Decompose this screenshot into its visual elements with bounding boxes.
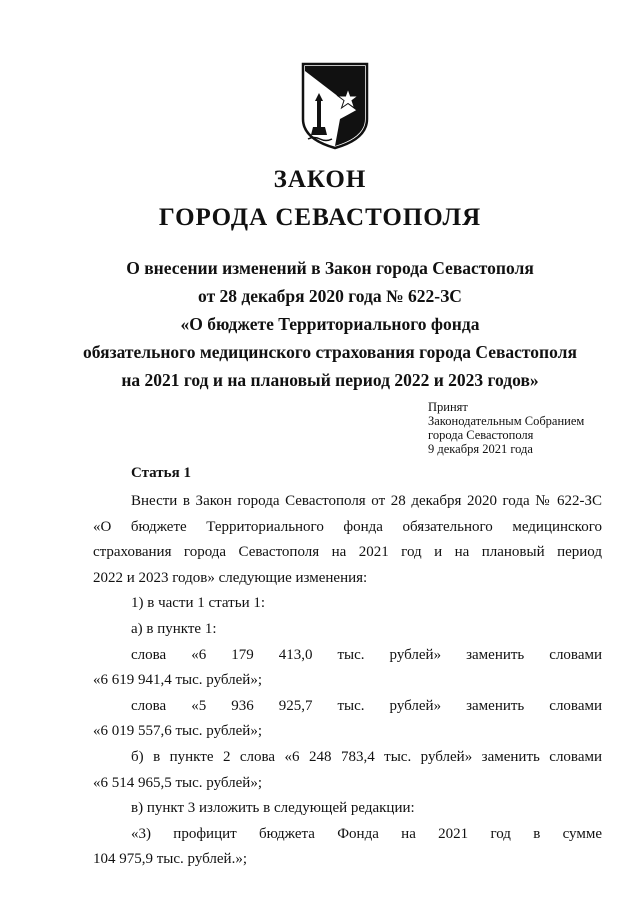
adoption-note (428, 400, 584, 456)
article-line: б) в пункте 2 слова «6 248 783,4 тыс. рублей» заменить словами (131, 748, 602, 765)
article-line: Внести в Закон города Севастополя от 28 декабря 2020 года № 622-ЗС (131, 493, 602, 509)
article-line: «О бюджете Территориального фонда обязательного медицинского (93, 518, 602, 535)
article-line: слова «6 179 413,0 тыс. рублей» заменить словами (131, 646, 602, 663)
article-line: «3) профицит бюджета Фонда на 2021 год в сумме (131, 825, 602, 842)
subtitle-line: на 2021 год и на плановый период 2022 и 2023 годов» (121, 370, 539, 390)
article-line: 104 975,9 тыс. рублей.»; (93, 851, 247, 868)
article-body (93, 489, 602, 873)
article-line: «6 619 941,4 тыс. рублей»; (93, 672, 262, 689)
article-line: «6 019 557,6 тыс. рублей»; (93, 723, 262, 740)
law-title: ЗАКОН (273, 166, 367, 193)
article-line: 2022 и 2023 годов» следующие изменения: (93, 569, 368, 586)
law-title-city: ГОРОДА СЕВАСТОПОЛЯ (158, 204, 482, 231)
law-subtitle (80, 254, 580, 394)
adoption-line: Принят (428, 400, 468, 414)
subtitle-line: от 28 декабря 2020 года № 622-ЗС (198, 286, 462, 306)
subtitle-line: О внесении изменений в Закон города Севастополя (126, 258, 534, 278)
adoption-line: города Севастополя (428, 428, 534, 442)
adoption-line: Законодательным Собранием (428, 414, 585, 428)
subtitle-line: «О бюджете Территориального фонда (180, 314, 480, 334)
article-line: в) пункт 3 изложить в следующей редакции: (131, 800, 415, 817)
article-line: 1) в части 1 статьи 1: (131, 595, 266, 612)
subtitle-line: обязательного медицинского страхования города Севастополя (83, 342, 577, 362)
sevastopol-coat-of-arms-icon (300, 61, 370, 151)
article-line: страхования города Севастополя на 2021 год и на плановый период (93, 544, 602, 561)
adoption-date: 9 декабря 2021 года (428, 442, 533, 456)
article-line: слова «5 936 925,7 тыс. рублей» заменить словами (131, 697, 602, 714)
article-heading: Статья 1 (131, 465, 191, 481)
article-line: а) в пункте 1: (131, 620, 217, 637)
article-line: «6 514 965,5 тыс. рублей»; (93, 774, 262, 791)
